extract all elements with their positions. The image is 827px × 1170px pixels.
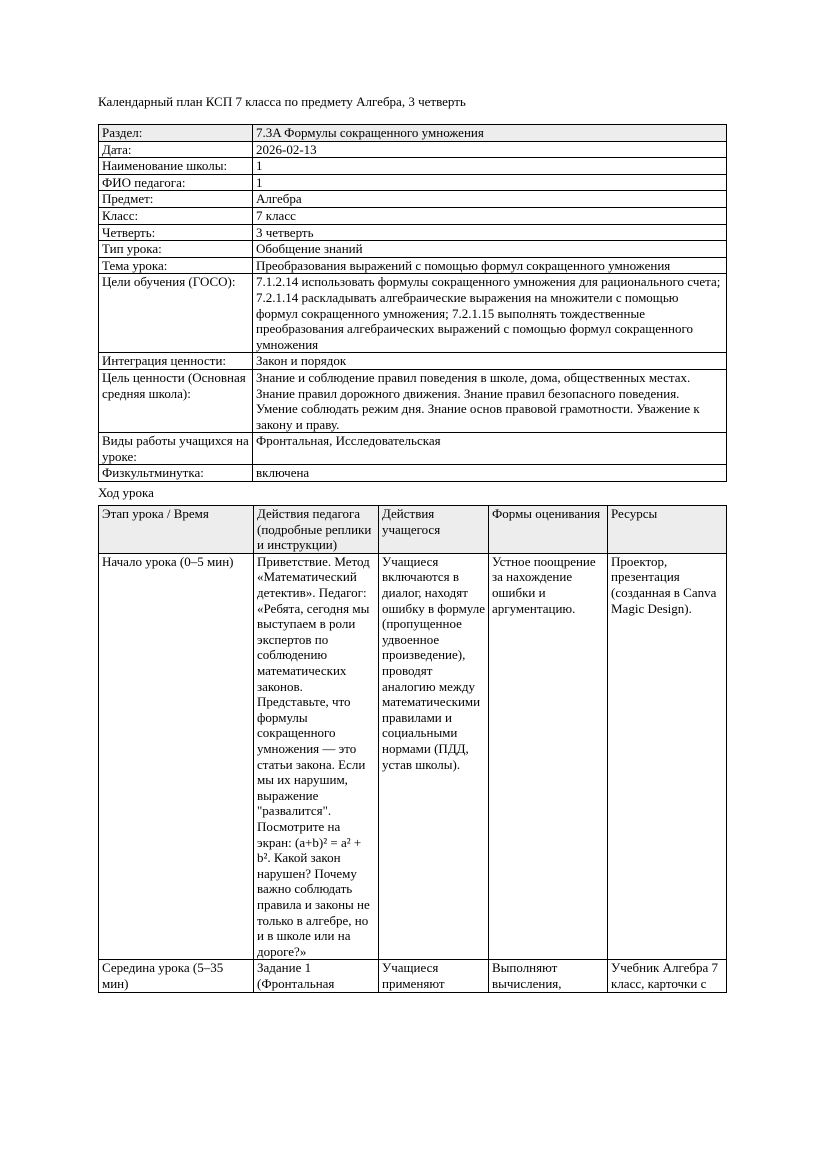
info-value: Знание и соблюдение правил поведения в школе, дома, общественных местах. Знание правил дорожного движения. Знание правил безопасного поведения. Умение соблюдать режим дня. Знание основ правовой грамотности. Уважение к закону и праву. bbox=[253, 369, 727, 432]
assessment-cell: Устное поощрение за нахождение ошибки и аргументацию. bbox=[489, 553, 608, 959]
lesson-row bbox=[99, 553, 727, 959]
info-value: 1 bbox=[253, 174, 727, 191]
teacher-actions-cell: Задание 1 (Фронтальная bbox=[254, 960, 379, 993]
student-actions-cell: Учащиеся включаются в диалог, находят ошибку в формуле (пропущенное удвоенное произведение), проводят аналогию между математическими правилами и социальными нормами (ПДД, устав школы). bbox=[379, 553, 489, 959]
info-label: Четверть: bbox=[99, 224, 253, 241]
info-label: Раздел: bbox=[99, 125, 253, 142]
lesson-table bbox=[98, 505, 727, 993]
resources-cell: Учебник Алгебра 7 класс, карточки с bbox=[608, 960, 727, 993]
info-label: ФИО педагога: bbox=[99, 174, 253, 191]
info-label: Предмет: bbox=[99, 191, 253, 208]
info-label: Класс: bbox=[99, 207, 253, 224]
info-row bbox=[99, 257, 727, 274]
info-label: Цели обучения (ГОСО): bbox=[99, 274, 253, 353]
info-value: Алгебра bbox=[253, 191, 727, 208]
teacher-actions-cell: Приветствие. Метод «Математический детектив». Педагог: «Ребята, сегодня мы выступаем в роли экспертов по соблюдению математических законов. Представьте, что формулы сокращенного умножения — это статьи закона. Если мы их нарушим, выражение "развалится". Посмотрите на экран: (a+b)² = a² + b². Какой закон нарушен? Почему важно соблюдать правила и законы не только в алгебре, но и в школе или на дороге?» bbox=[254, 553, 379, 959]
info-row bbox=[99, 141, 727, 158]
info-value: 7.1.2.14 использовать формулы сокращенного умножения для рационального счета; 7.2.1.14 раскладывать алгебраические выражения на множители с помощью формул сокращенного умножения; 7.2.1.15 выполнять тождественные преобразования алгебраических выражений с помощью формул сокращенного умножения bbox=[253, 274, 727, 353]
info-value: Закон и порядок bbox=[253, 353, 727, 370]
lesson-flow-heading: Ход урока bbox=[98, 485, 154, 501]
lesson-row-clipped bbox=[99, 960, 727, 993]
info-value: 1 bbox=[253, 158, 727, 175]
info-value: 3 четверть bbox=[253, 224, 727, 241]
info-row bbox=[99, 369, 727, 432]
column-header-assessment: Формы оценивания bbox=[489, 506, 608, 554]
info-row bbox=[99, 125, 727, 142]
info-label: Дата: bbox=[99, 141, 253, 158]
page-title: Календарный план КСП 7 класса по предмету Алгебра, 3 четверть bbox=[98, 94, 466, 109]
info-label: Тип урока: bbox=[99, 241, 253, 258]
info-row bbox=[99, 191, 727, 208]
column-header-resources: Ресурсы bbox=[608, 506, 727, 554]
info-row bbox=[99, 224, 727, 241]
stage-cell: Середина урока (5–35 мин) bbox=[99, 960, 254, 993]
info-row bbox=[99, 274, 727, 353]
info-value: Преобразования выражений с помощью формул сокращенного умножения bbox=[253, 257, 727, 274]
info-value: 7 класс bbox=[253, 207, 727, 224]
info-row bbox=[99, 241, 727, 258]
info-value: 2026-02-13 bbox=[253, 141, 727, 158]
info-label: Наименование школы: bbox=[99, 158, 253, 175]
info-row bbox=[99, 174, 727, 191]
lesson-header-row bbox=[99, 506, 727, 554]
info-label: Физкультминутка: bbox=[99, 465, 253, 482]
info-value: Обобщение знаний bbox=[253, 241, 727, 258]
info-table bbox=[98, 124, 727, 482]
info-row bbox=[99, 465, 727, 482]
info-value: Фронтальная, Исследовательская bbox=[253, 433, 727, 465]
info-value: включена bbox=[253, 465, 727, 482]
info-row bbox=[99, 207, 727, 224]
info-row bbox=[99, 353, 727, 370]
column-header-teacher-actions: Действия педагога (подробные реплики и инструкции) bbox=[254, 506, 379, 554]
stage-cell: Начало урока (0–5 мин) bbox=[99, 553, 254, 959]
info-label: Тема урока: bbox=[99, 257, 253, 274]
info-label: Виды работы учащихся на уроке: bbox=[99, 433, 253, 465]
resources-cell: Проектор, презентация (созданная в Canva Magic Design). bbox=[608, 553, 727, 959]
column-header-stage: Этап урока / Время bbox=[99, 506, 254, 554]
info-row bbox=[99, 158, 727, 175]
info-label: Интеграция ценности: bbox=[99, 353, 253, 370]
info-row bbox=[99, 433, 727, 465]
info-label: Цель ценности (Основная средняя школа): bbox=[99, 369, 253, 432]
assessment-cell: Выполняют вычисления, bbox=[489, 960, 608, 993]
column-header-student-actions: Действия учащегося bbox=[379, 506, 489, 554]
student-actions-cell: Учащиеся применяют bbox=[379, 960, 489, 993]
info-value: 7.3A Формулы сокращенного умножения bbox=[253, 125, 727, 142]
